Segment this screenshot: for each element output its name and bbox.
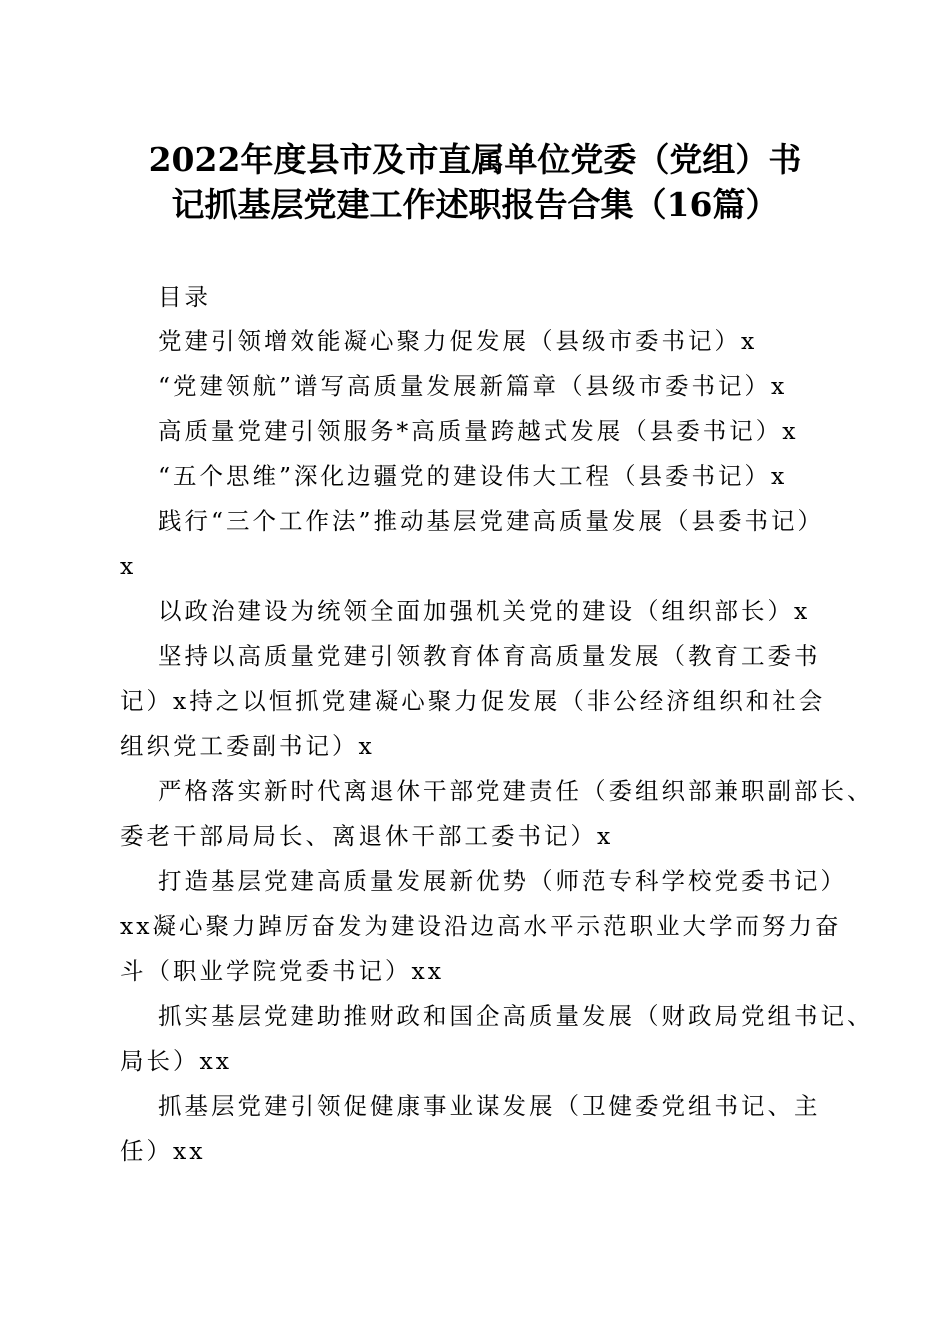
toc-entry-continuation: xx凝心聚力踔厉奋发为建设沿边高水平示范职业大学而努力奋 <box>120 912 842 940</box>
toc-entry: 以政治建设为统领全面加强机关党的建设（组织部长）x <box>158 597 811 625</box>
toc-entry-continuation: 组织党工委副书记）x <box>120 732 375 760</box>
toc-entry-continuation: 斗（职业学院党委书记）xx <box>120 957 445 985</box>
toc-entry: 坚持以高质量党建引领教育体育高质量发展（教育工委书 <box>158 642 821 670</box>
toc-entry-continuation: x <box>120 552 137 580</box>
toc-entry: “五个思维”深化边疆党的建设伟大工程（县委书记）x <box>158 462 788 490</box>
toc-entry: 党建引领增效能凝心聚力促发展（县级市委书记）x <box>158 327 758 355</box>
toc-entry-continuation: 局长）xx <box>120 1047 233 1075</box>
toc-entry: “党建领航”谱写高质量发展新篇章（县级市委书记）x <box>158 372 788 400</box>
toc-entry-continuation: 委老干部局局长、离退休干部工委书记）x <box>120 822 614 850</box>
toc-entry: 打造基层党建高质量发展新优势（师范专科学校党委书记） <box>158 867 847 895</box>
toc-entry-continuation: 任）xx <box>120 1137 206 1165</box>
toc-entry: 抓实基层党建助推财政和国企高质量发展（财政局党组书记、 <box>158 1002 874 1030</box>
toc-heading: 目录 <box>158 283 211 311</box>
document-title-line-2: 记抓基层党建工作述职报告合集（16篇） <box>171 185 779 224</box>
toc-entry: 高质量党建引领服务*高质量跨越式发展（县委书记）x <box>158 417 799 445</box>
toc-entry: 践行“三个工作法”推动基层党建高质量发展（县委书记） <box>158 507 825 535</box>
toc-entry: 抓基层党建引领促健康事业谋发展（卫健委党组书记、主 <box>158 1092 821 1120</box>
toc-entry: 严格落实新时代离退休干部党建责任（委组织部兼职副部长、 <box>158 777 874 805</box>
document-title-line-1: 2022年度县市及市直属单位党委（党组）书 <box>148 140 802 179</box>
toc-entry-continuation: 记）x持之以恒抓党建凝心聚力促发展（非公经济组织和社会 <box>120 687 826 715</box>
